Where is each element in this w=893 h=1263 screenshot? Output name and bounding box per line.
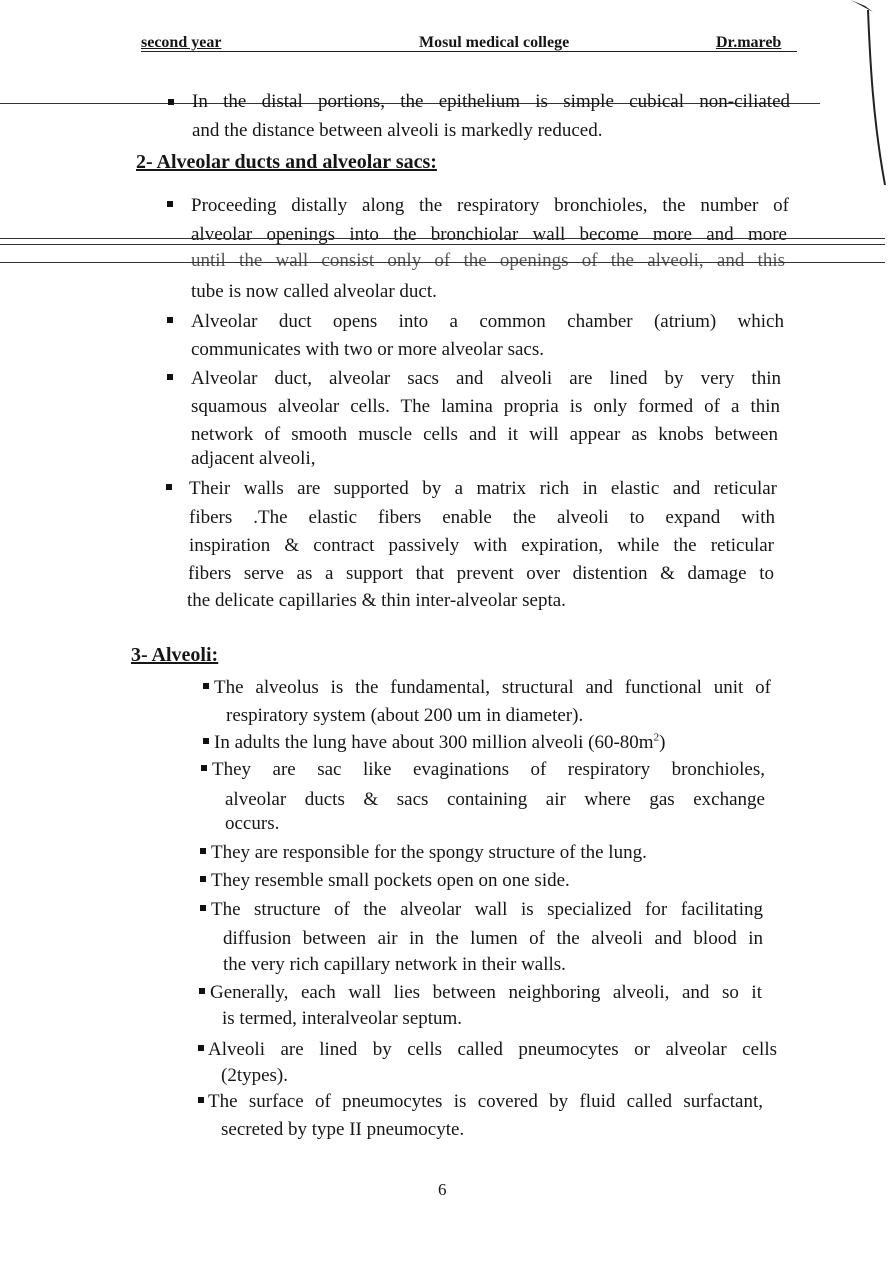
sec2-b3-line-1: Alveolar duct, alveolar sacs and alveoli are lined by very thin bbox=[191, 368, 781, 389]
sec2-b4-line-3: inspiration & contract passively with expiration, while the reticular bbox=[189, 535, 774, 556]
bullet-icon bbox=[167, 201, 173, 207]
bullet-icon bbox=[203, 738, 209, 744]
sec2-b2-line-1: Alveolar duct opens into a common chamber (atrium) which bbox=[191, 311, 784, 332]
header-author: Dr.mareb bbox=[716, 34, 782, 51]
bullet-icon bbox=[198, 1045, 204, 1051]
bullet-icon bbox=[200, 905, 206, 911]
intro-line-2: and the distance between alveoli is markedly reduced. bbox=[192, 120, 603, 141]
sec3-b1-line-1: The alveolus is the fundamental, structural and functional unit of bbox=[214, 677, 771, 698]
sec2-b4-line-4: fibers serve as a support that prevent over distention & damage to bbox=[188, 563, 774, 584]
header-college: Mosul medical college bbox=[419, 34, 570, 51]
sec2-b4-line-2: fibers .The elastic fibers enable the alveoli to expand with bbox=[189, 507, 775, 528]
bullet-icon bbox=[200, 876, 206, 882]
bullet-icon bbox=[201, 765, 207, 771]
scan-line bbox=[0, 262, 885, 263]
scan-line bbox=[0, 244, 885, 245]
bullet-icon bbox=[167, 317, 173, 323]
sec3-b9-line-1: The surface of pneumocytes is covered by fluid called surfactant, bbox=[208, 1091, 763, 1112]
sec3-b3-line-2: alveolar ducts & sacs containing air where gas exchange bbox=[225, 789, 765, 810]
sec3-b2-text: In adults the lung have about 300 million alveoli (60-80m bbox=[214, 732, 654, 753]
section-2-heading: 2- Alveolar ducts and alveolar sacs: bbox=[136, 151, 437, 173]
bullet-icon bbox=[168, 99, 174, 105]
sec2-b1-line-1: Proceeding distally along the respiratory bronchioles, the number of bbox=[191, 195, 789, 216]
bullet-icon bbox=[200, 848, 206, 854]
bullet-icon bbox=[203, 683, 209, 689]
sec3-b4-line-1: They are responsible for the spongy structure of the lung. bbox=[211, 842, 647, 863]
sec2-b3-line-2: squamous alveolar cells. The lamina propria is only formed of a thin bbox=[191, 396, 780, 417]
sec3-b2-line-1 bbox=[214, 732, 665, 754]
sec2-b2-line-2: communicates with two or more alveolar sacs. bbox=[191, 339, 544, 360]
page-number: 6 bbox=[438, 1180, 447, 1199]
sec3-b1-line-2: respiratory system (about 200 um in diameter). bbox=[226, 705, 584, 726]
bullet-icon bbox=[166, 484, 172, 490]
sec3-b5-line-1: They resemble small pockets open on one side. bbox=[211, 870, 570, 891]
sec3-b2-close-paren: ) bbox=[659, 732, 666, 753]
superscript-2: 2 bbox=[653, 731, 660, 744]
bullet-icon bbox=[199, 988, 205, 994]
bullet-icon bbox=[167, 374, 173, 380]
header-course: second year bbox=[141, 34, 222, 51]
sec3-b6-line-1: The structure of the alveolar wall is specialized for facilitating bbox=[211, 899, 763, 920]
scan-edge-mark bbox=[833, 0, 893, 200]
sec3-b7-line-1: Generally, each wall lies between neighboring alveoli, and so it bbox=[210, 982, 762, 1003]
sec3-b8-line-2: (2types). bbox=[221, 1065, 289, 1086]
sec2-b4-line-1: Their walls are supported by a matrix rich in elastic and reticular bbox=[189, 478, 777, 499]
header-rule bbox=[141, 51, 797, 52]
sec2-b1-line-2: alveolar openings into the bronchiolar wall become more and more bbox=[191, 224, 787, 245]
sec3-b6-line-3: the very rich capillary network in their walls. bbox=[223, 954, 566, 975]
sec3-b6-line-2: diffusion between air in the lumen of the alveoli and blood in bbox=[223, 928, 763, 949]
intro-line-1: In the distal portions, the epithelium is simple cubical non-ciliated bbox=[192, 91, 790, 112]
sec3-b3-line-3: occurs. bbox=[225, 813, 280, 834]
bullet-icon bbox=[198, 1097, 204, 1103]
sec3-b8-line-1: Alveoli are lined by cells called pneumocytes or alveolar cells bbox=[208, 1039, 777, 1060]
sec3-b3-line-1: They are sac like evaginations of respiratory bronchioles, bbox=[212, 759, 765, 780]
scan-line bbox=[0, 238, 885, 239]
section-3-heading: 3- Alveoli: bbox=[131, 644, 219, 666]
sec3-b7-line-2: is termed, interalveolar septum. bbox=[222, 1008, 463, 1029]
sec2-b3-line-3: network of smooth muscle cells and it will appear as knobs between bbox=[191, 424, 778, 445]
sec2-b3-line-4: adjacent alveoli, bbox=[191, 448, 316, 469]
sec2-b1-line-4: tube is now called alveolar duct. bbox=[191, 281, 437, 302]
sec2-b4-line-5: the delicate capillaries & thin inter-alveolar septa. bbox=[187, 590, 566, 611]
sec2-b1-line-3: until the wall consist only of the openings of the alveoli, and this bbox=[191, 250, 785, 271]
sec3-b9-line-2: secreted by type II pneumocyte. bbox=[221, 1119, 465, 1140]
